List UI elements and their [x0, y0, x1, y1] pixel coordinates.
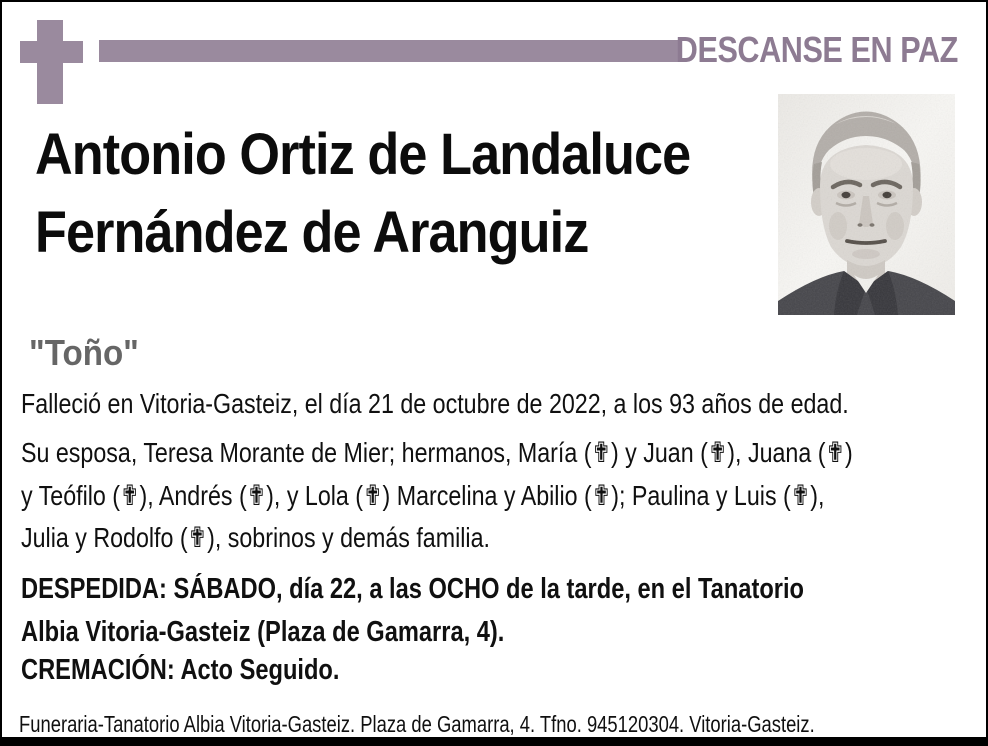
farewell-line: Albia Vitoria-Gasteiz (Plaza de Gamarra, 4).	[21, 616, 505, 648]
family-paragraph	[21, 432, 853, 560]
family-line: Su esposa, Teresa Morante de Mier; hermanos, María (✟) y Juan (✟), Juana (✟)	[21, 437, 853, 468]
portrait-photo	[778, 94, 955, 315]
nickname: "Toño"	[29, 332, 139, 373]
farewell-paragraph	[21, 568, 804, 654]
funeral-home-line: Funeraria-Tanatorio Albia Vitoria-Gasteiz. Plaza de Gamarra, 4. Tfno. 945120304. Vitoria-Gasteiz.	[19, 711, 815, 737]
death-notice-line: Falleció en Vitoria-Gasteiz, el día 21 de octubre de 2022, a los 93 años de edad.	[21, 388, 849, 419]
cremation-line: CREMACIÓN: Acto Seguido.	[21, 654, 340, 686]
deceased-name-line1: Antonio Ortiz de Landaluce	[35, 122, 691, 187]
deceased-name	[35, 116, 690, 272]
rip-banner: DESCANSE EN PAZ	[675, 29, 958, 70]
family-line: Julia y Rodolfo (✟), sobrinos y demás familia.	[21, 522, 490, 553]
memorial-cross-icon	[20, 20, 83, 104]
header-rule	[99, 40, 678, 62]
family-line: y Teófilo (✟), Andrés (✟), y Lola (✟) Marcelina y Abilio (✟); Paulina y Luis (✟),	[21, 479, 825, 511]
bottom-rule	[2, 737, 986, 746]
deceased-name-line2: Fernández de Aranguiz	[35, 200, 589, 265]
farewell-line: DESPEDIDA: SÁBADO, día 22, a las OCHO de la tarde, en el Tanatorio	[21, 573, 805, 605]
